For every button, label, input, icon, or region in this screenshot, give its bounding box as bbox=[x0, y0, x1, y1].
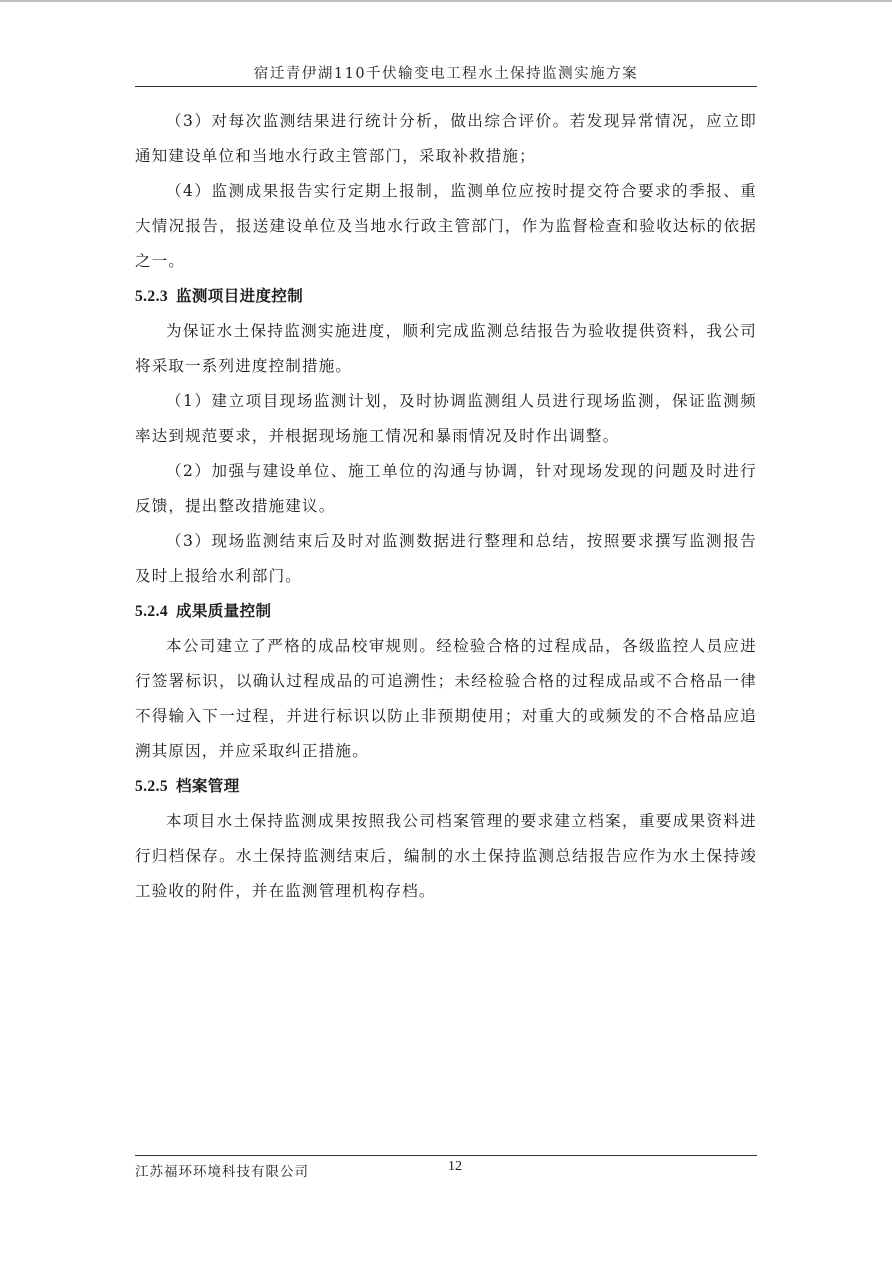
top-border bbox=[0, 0, 892, 2]
paragraph: （3）现场监测结束后及时对监测数据进行整理和总结，按照要求撰写监测报告及时上报给水利部门。 bbox=[135, 532, 757, 585]
section-number: 5.2.5 bbox=[135, 778, 168, 795]
paragraph: （2）加强与建设单位、施工单位的沟通与协调，针对现场发现的问题及时进行反馈，提出整改措施建议。 bbox=[135, 462, 757, 515]
header-divider bbox=[135, 86, 757, 87]
paragraph: 为保证水土保持监测实施进度，顺利完成监测总结报告为验收提供资料，我公司将采取一系列进度控制措施。 bbox=[135, 322, 757, 375]
section-title: 监测项目进度控制 bbox=[176, 287, 304, 305]
section-number: 5.2.4 bbox=[135, 603, 168, 620]
section-heading-5-2-5 bbox=[135, 769, 757, 804]
header-title: 宿迁青伊湖110千伏输变电工程水土保持监测实施方案 bbox=[253, 66, 639, 82]
section-title: 档案管理 bbox=[176, 777, 240, 795]
section-heading-5-2-3 bbox=[135, 279, 757, 314]
page-number: 12 bbox=[448, 1159, 462, 1174]
paragraph: 本项目水土保持监测成果按照我公司档案管理的要求建立档案，重要成果资料进行归档保存。水土保持监测结束后，编制的水土保持监测总结报告应作为水土保持竣工验收的附件，并在监测管理机构存档。 bbox=[135, 812, 757, 900]
paragraph: 本公司建立了严格的成品校审规则。经检验合格的过程成品，各级监控人员应进行签署标识，以确认过程成品的可追溯性；未经检验合格的过程成品或不合格品一律不得输入下一过程，并进行标识以防止非预期使用；对重大的或频发的不合格品应追溯其原因，并应采取纠正措施。 bbox=[135, 637, 757, 760]
section-heading-5-2-4 bbox=[135, 594, 757, 629]
paragraph: （3）对每次监测结果进行统计分析，做出综合评价。若发现异常情况，应立即通知建设单位和当地水行政主管部门，采取补救措施； bbox=[135, 112, 757, 165]
paragraph: （1）建立项目现场监测计划，及时协调监测组人员进行现场监测，保证监测频率达到规范要求，并根据现场施工情况和暴雨情况及时作出调整。 bbox=[135, 392, 757, 445]
section-title: 成果质量控制 bbox=[176, 602, 272, 620]
footer-divider bbox=[135, 1155, 757, 1156]
section-number: 5.2.3 bbox=[135, 288, 168, 305]
paragraph: （4）监测成果报告实行定期上报制，监测单位应按时提交符合要求的季报、重大情况报告，报送建设单位及当地水行政主管部门，作为监督检查和验收达标的依据之一。 bbox=[135, 182, 757, 270]
document-body bbox=[135, 104, 757, 909]
footer-company: 江苏福环环境科技有限公司 bbox=[135, 1164, 309, 1180]
